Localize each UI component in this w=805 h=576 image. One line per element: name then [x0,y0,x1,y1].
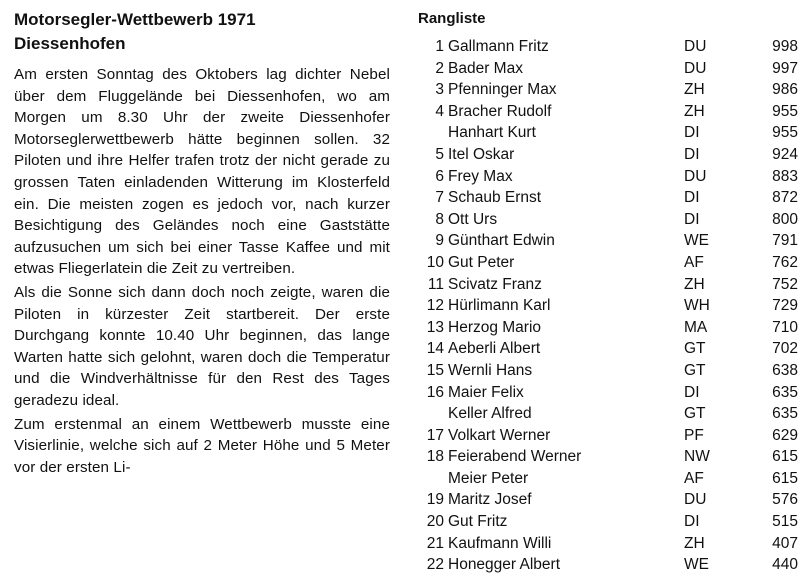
points: 955 [772,102,798,120]
rank-position: 16 [426,383,444,401]
club-code: DI [684,124,700,142]
rank-position: 18 [426,448,444,466]
club-code: DI [684,210,700,228]
pilot-name: Herzog Mario [448,318,542,336]
table-row [418,554,798,576]
pilot-name: Aeberli Albert [448,340,541,358]
table-row [418,122,798,144]
rangliste-table [418,36,798,576]
table-row [418,403,798,425]
article-title-line2: Diessenhofen [14,34,126,53]
table-row [418,533,798,555]
points: 576 [772,491,798,509]
rank-position [418,122,448,144]
pilot-name: Hürlimann Karl [448,297,551,315]
rank-position: 4 [435,102,444,120]
table-row [418,252,798,274]
rangliste-heading: Rangliste [418,10,486,27]
points: 638 [772,361,798,379]
table-row [418,58,798,80]
points: 515 [772,513,798,531]
table-row [418,187,798,209]
rank-position: 3 [435,81,444,99]
table-row [418,489,798,511]
points: 998 [772,38,798,55]
table-row [418,79,798,101]
table-row [418,230,798,252]
table-row [418,166,798,188]
points: 955 [772,124,798,142]
club-code: WE [684,556,709,574]
club-code: DI [684,383,700,401]
rank-position: 11 [427,275,444,293]
rank-position: 7 [435,189,444,207]
pilot-name: Schaub Ernst [448,189,542,207]
pilot-name: Bracher Rudolf [448,102,552,120]
club-code: DI [684,513,700,531]
points: 762 [772,253,798,271]
rank-position [418,403,448,425]
table-row [418,209,798,231]
table-row [418,511,798,533]
club-code: WE [684,232,709,250]
pilot-name: Volkart Werner [448,426,551,444]
rangliste-column [418,8,798,576]
table-row [418,36,798,58]
table-row [418,382,798,404]
points: 710 [772,318,798,336]
points: 729 [772,297,798,315]
rank-position: 22 [426,556,444,574]
points: 440 [772,556,798,574]
pilot-name: Maritz Josef [448,491,532,509]
table-row [418,274,798,296]
pilot-name: Keller Alfred [448,405,532,423]
rank-position: 15 [426,361,444,379]
club-code: ZH [684,102,705,120]
rank-position: 20 [426,513,444,531]
club-code: GT [684,340,706,358]
rank-position: 9 [435,232,444,250]
club-code: DU [684,59,707,77]
pilot-name: Gut Peter [448,253,515,271]
club-code: NW [684,448,710,466]
club-code: MA [684,318,708,336]
table-row [418,446,798,468]
rank-position: 1 [435,38,444,55]
table-row [418,338,798,360]
points: 997 [772,59,798,77]
points: 791 [772,232,798,250]
club-code: DU [684,491,707,509]
club-code: DU [684,167,707,185]
article-paragraph-1: Am ersten Sonntag des Oktobers lag dichter Nebel über dem Fluggelände bei Diessenhofen, wo am Morgen um 8.30 Uhr der zweite Diessenhofer Motorseglerwettbewerb hätte beginnen sollen. 32 Piloten und ihre Helfer trafen trotz der nicht gerade zu grossen Taten einladenden Witterung im Klosterfeld ein. Die meisten zogen es jedoch vor, nach kurzer Besichtigung des Geländes noch eine Gaststätte aufzusuchen um sich bei einer Tasse Kaffee und mit etwas Fliegerlatein die Zeit zu vertreiben. [14,66,390,278]
points: 702 [772,340,798,358]
article-paragraph-3: Zum erstenmal an einem Wettbewerb musste eine Visierlinie, welche sich auf 2 Meter Höhe und 5 Meter vor der ersten Li- [14,415,390,476]
table-row [418,468,798,490]
club-code: ZH [684,534,705,552]
club-code: PF [684,426,704,444]
table-row [418,425,798,447]
pilot-name: Frey Max [448,167,513,185]
club-code: ZH [684,81,705,99]
table-row [418,295,798,317]
pilot-name: Kaufmann Willi [448,534,552,552]
rank-position: 17 [426,426,444,444]
rank-position: 10 [426,253,444,271]
club-code: AF [684,253,704,271]
rank-position: 12 [426,297,444,315]
club-code: GT [684,361,706,379]
rank-position: 19 [426,491,444,509]
table-row [418,360,798,382]
club-code: WH [684,297,710,315]
club-code: AF [684,469,704,487]
pilot-name: Ott Urs [448,210,498,228]
points: 615 [772,448,798,466]
article-title [14,8,390,56]
club-code: GT [684,405,706,423]
rank-position: 2 [435,59,444,77]
points: 986 [772,81,798,99]
rank-position: 13 [426,318,444,336]
club-code: ZH [684,275,705,293]
pilot-name: Hanhart Kurt [448,124,536,142]
points: 407 [772,534,798,552]
rank-position: 6 [435,167,444,185]
points: 629 [772,426,798,444]
points: 924 [772,145,798,163]
points: 635 [772,383,798,401]
rank-position: 5 [435,145,444,163]
points: 752 [772,275,798,293]
points: 615 [772,469,798,487]
rank-position: 14 [426,340,444,358]
article-title-line1: Motorsegler-Wettbewerb 1971 [14,10,256,29]
points: 800 [772,210,798,228]
pilot-name: Wernli Hans [448,361,533,379]
pilot-name: Bader Max [448,59,523,77]
points: 635 [772,405,798,423]
pilot-name: Maier Felix [448,383,524,401]
table-row [418,144,798,166]
pilot-name: Pfenninger Max [448,81,557,99]
club-code: DU [684,38,707,55]
pilot-name: Feierabend Werner [448,448,582,466]
points: 883 [772,167,798,185]
table-row [418,101,798,123]
rank-position: 21 [426,534,444,552]
club-code: DI [684,189,700,207]
article-column [14,8,390,480]
club-code: DI [684,145,700,163]
pilot-name: Gallmann Fritz [448,38,549,55]
rank-position [418,468,448,490]
pilot-name: Meier Peter [448,469,529,487]
points: 872 [772,189,798,207]
table-row [418,317,798,339]
pilot-name: Gut Fritz [448,513,508,531]
article-paragraph-2: Als die Sonne sich dann doch noch zeigte, waren die Piloten in kürzester Zeit startbereit. Der erste Durchgang konnte 10.40 Uhr beginnen, das lange Warten hatte sich gelohnt, waren doch die Temperatur und die Windverhältnisse für den Rest des Tages geradezu ideal. [14,283,390,409]
rank-position: 8 [435,210,444,228]
pilot-name: Itel Oskar [448,145,515,163]
pilot-name: Günthart Edwin [448,232,555,250]
pilot-name: Honegger Albert [448,556,561,574]
pilot-name: Scivatz Franz [448,275,542,293]
